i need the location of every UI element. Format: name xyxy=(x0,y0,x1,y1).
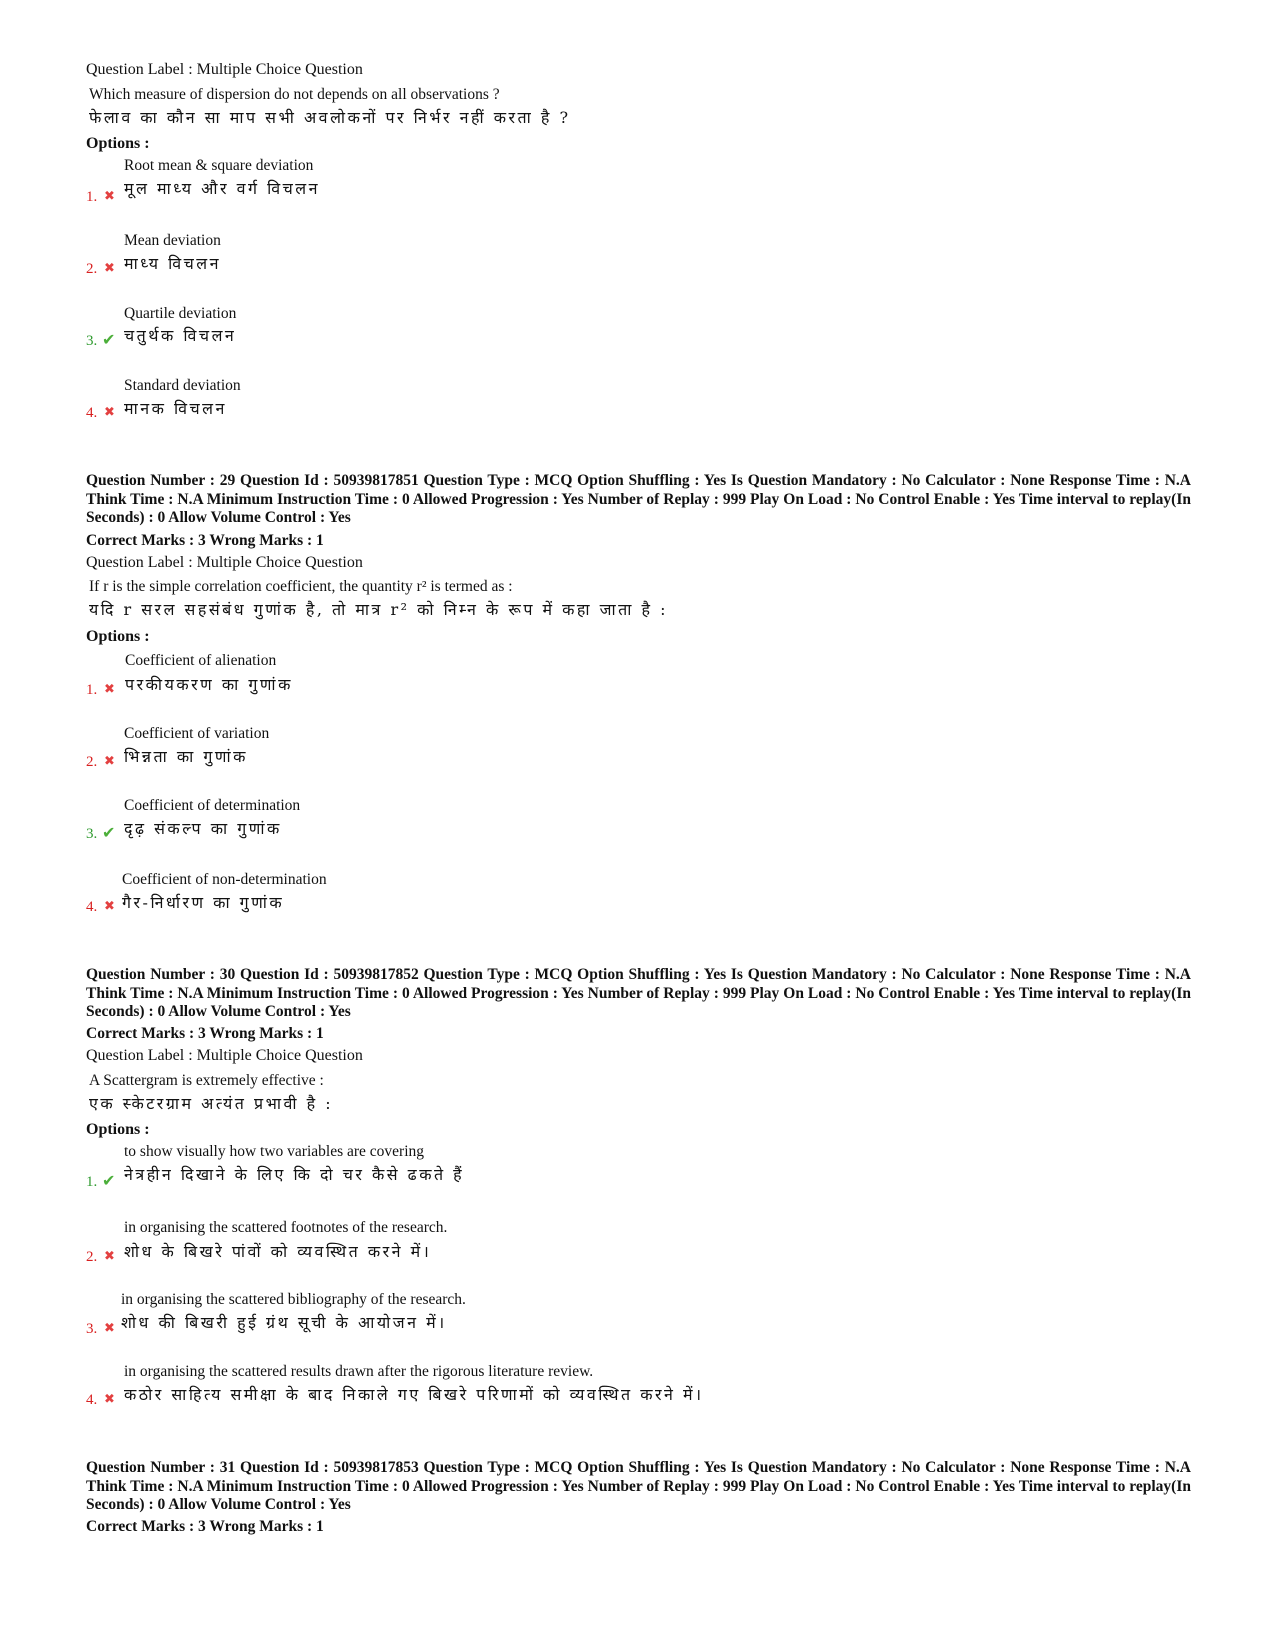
option-text-en: Coefficient of alienation xyxy=(125,652,277,669)
option-text-hi: चतुर्थक विचलन xyxy=(124,326,237,345)
option-number: 2. xyxy=(86,261,98,277)
question-text-hi: यदि r सरल सहसंबंध गुणांक है, तो मात्र r² को निम्न के रूप में कहा जाता है : xyxy=(89,600,669,619)
option-text-en: in organising the scattered results drawn after the rigorous literature review. xyxy=(124,1363,594,1380)
option-text-hi: गैर-निर्धारण का गुणांक xyxy=(122,893,285,912)
option-text-hi: शोध की बिखरी हुई ग्रंथ सूची के आयोजन में। xyxy=(121,1313,447,1332)
option-number: 1. xyxy=(86,1174,98,1190)
option-text-hi: मानक विचलन xyxy=(124,399,227,418)
marks-info: Correct Marks : 3 Wrong Marks : 1 xyxy=(86,1025,324,1042)
option-number: 2. xyxy=(86,1249,98,1265)
option-text-en: Coefficient of non-determination xyxy=(122,871,327,888)
cross-icon: ✖ xyxy=(104,1392,115,1407)
option-text-hi: शोध के बिखरे पांवों को व्यवस्थित करने में। xyxy=(124,1242,432,1261)
check-icon: ✔ xyxy=(102,330,116,349)
question-metadata: Question Number : 31 Question Id : 50939817853 Question Type : MCQ Option Shuffling : Yes Is Question Mandatory : No Calculator : None Response Time : N.A Think Time : N.A Minimum Instruction Time : 0 Allowed Progression : Yes Number of Replay : 999 Play On Load : No Control Enable : Yes Time interval to replay(In Seconds) : 0 Allow Volume Control : Yes xyxy=(86,1459,1191,1513)
options-heading: Options : xyxy=(86,1121,150,1138)
question-metadata: Question Number : 30 Question Id : 50939817852 Question Type : MCQ Option Shuffling : Yes Is Question Mandatory : No Calculator : None Response Time : N.A Think Time : N.A Minimum Instruction Time : 0 Allowed Progression : Yes Number of Replay : 999 Play On Load : No Control Enable : Yes Time interval to replay(In Seconds) : 0 Allow Volume Control : Yes xyxy=(86,966,1191,1020)
option-text-en: Standard deviation xyxy=(124,377,241,394)
option-text-en: Coefficient of variation xyxy=(124,725,270,742)
option-text-hi: नेत्रहीन दिखाने के लिए कि दो चर कैसे ढकते हैं xyxy=(124,1165,465,1184)
option-text-en: to show visually how two variables are covering xyxy=(124,1143,425,1160)
question-label: Question Label : Multiple Choice Question xyxy=(86,1047,363,1064)
option-text-hi: माध्य विचलन xyxy=(124,254,222,273)
option-text-en: in organising the scattered bibliography of the research. xyxy=(121,1291,466,1308)
options-heading: Options : xyxy=(86,628,150,645)
option-text-en: in organising the scattered footnotes of the research. xyxy=(124,1219,448,1236)
cross-icon: ✖ xyxy=(104,899,115,914)
option-text-en: Quartile deviation xyxy=(124,305,237,322)
marks-info: Correct Marks : 3 Wrong Marks : 1 xyxy=(86,1518,324,1535)
options-heading: Options : xyxy=(86,135,150,152)
cross-icon: ✖ xyxy=(104,754,115,769)
option-number: 2. xyxy=(86,754,98,770)
check-icon: ✔ xyxy=(102,823,116,842)
option-text-hi: दृढ़ संकल्प का गुणांक xyxy=(124,819,282,838)
option-number: 4. xyxy=(86,1392,98,1408)
question-text-en: Which measure of dispersion do not depends on all observations ? xyxy=(89,86,500,103)
option-text-hi: परकीयकरण का गुणांक xyxy=(125,675,293,694)
marks-info: Correct Marks : 3 Wrong Marks : 1 xyxy=(86,532,324,549)
option-text-hi: भिन्नता का गुणांक xyxy=(124,747,248,766)
option-text-hi: कठोर साहित्य समीक्षा के बाद निकाले गए बिखरे परिणामों को व्यवस्थित करने में। xyxy=(124,1385,704,1404)
cross-icon: ✖ xyxy=(104,1321,115,1336)
question-text-en: A Scattergram is extremely effective : xyxy=(89,1072,324,1089)
option-number: 3. xyxy=(86,1321,98,1337)
cross-icon: ✖ xyxy=(104,405,115,420)
option-number: 3. xyxy=(86,826,98,842)
option-text-en: Coefficient of determination xyxy=(124,797,301,814)
option-number: 3. xyxy=(86,333,98,349)
question-text-hi: एक स्केटरग्राम अत्यंत प्रभावी है : xyxy=(89,1094,334,1113)
cross-icon: ✖ xyxy=(104,189,115,204)
question-text-hi: फेलाव का कौन सा माप सभी अवलोकनों पर निर्भर नहीं करता है ? xyxy=(89,108,571,127)
cross-icon: ✖ xyxy=(104,682,115,697)
option-number: 1. xyxy=(86,682,98,698)
option-number: 4. xyxy=(86,405,98,421)
check-icon: ✔ xyxy=(102,1171,116,1190)
question-metadata: Question Number : 29 Question Id : 50939817851 Question Type : MCQ Option Shuffling : Yes Is Question Mandatory : No Calculator : None Response Time : N.A Think Time : N.A Minimum Instruction Time : 0 Allowed Progression : Yes Number of Replay : 999 Play On Load : No Control Enable : Yes Time interval to replay(In Seconds) : 0 Allow Volume Control : Yes xyxy=(86,472,1191,526)
question-text-en: If r is the simple correlation coefficient, the quantity r² is termed as : xyxy=(89,578,513,595)
question-label: Question Label : Multiple Choice Question xyxy=(86,61,363,78)
option-number: 1. xyxy=(86,189,98,205)
option-number: 4. xyxy=(86,899,98,915)
option-text-en: Mean deviation xyxy=(124,232,221,249)
cross-icon: ✖ xyxy=(104,1249,115,1264)
cross-icon: ✖ xyxy=(104,261,115,276)
option-text-hi: मूल माध्य और वर्ग विचलन xyxy=(124,179,321,198)
question-label: Question Label : Multiple Choice Question xyxy=(86,554,363,571)
option-text-en: Root mean & square deviation xyxy=(124,157,314,174)
